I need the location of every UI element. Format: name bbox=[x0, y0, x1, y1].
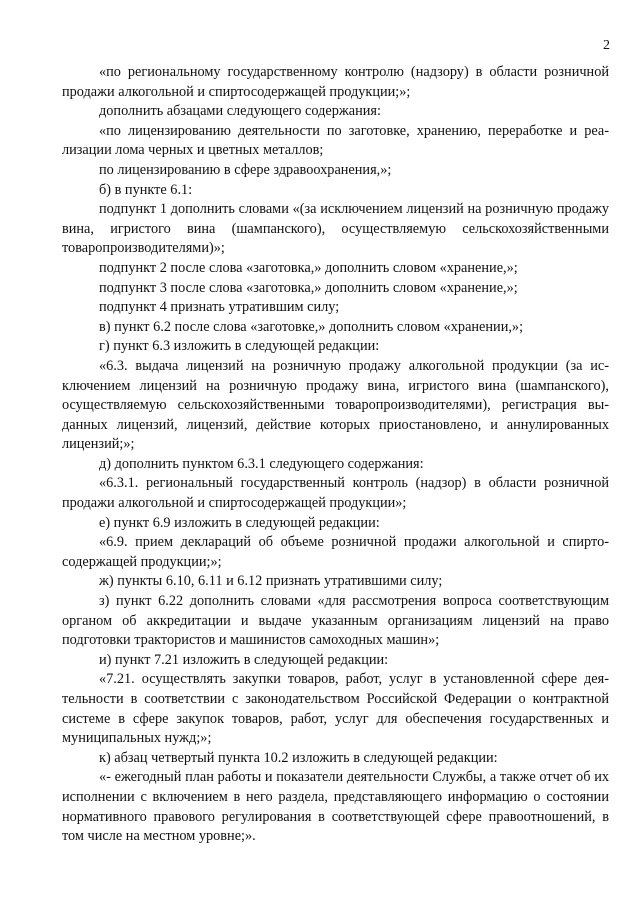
paragraph: подпункт 1 дополнить словами «(за исключением лицензий на розничную продажу вина, игристого вина (шампанского), осуществляемую сельскохозяйственными товаропроизводителями)»; bbox=[62, 201, 609, 257]
paragraph: «6.3.1. региональный государственный контроль (надзор) в области розничной продажи алкогольной и спиртосодержащей продукции»; bbox=[62, 475, 609, 512]
paragraph: по лицензированию в сфере здравоохранения,»; bbox=[99, 161, 392, 178]
paragraph: е) пункт 6.9 изложить в следующей редакции: bbox=[99, 514, 380, 531]
paragraph: б) в пункте 6.1: bbox=[99, 181, 193, 198]
paragraph: подпункт 2 после слова «заготовка,» дополнить словом «хранение,»; bbox=[99, 259, 518, 276]
paragraph: к) абзац четвертый пункта 10.2 изложить в следующей редакции: bbox=[99, 749, 498, 766]
paragraph: «6.3. выдача лицензий на розничную продажу алкогольной продукции (за исключением лицензий на розничную продажу вина, игристого вина (шампанского), осуществляемую сельскохозяйственными товаропроизводителями), регистрация выданных лицензий, лицензий, действие которых приостановлено, и аннулированных лицензий;»; bbox=[62, 357, 609, 453]
paragraph: дополнить абзацами следующего содержания: bbox=[99, 103, 381, 120]
paragraph: ж) пункты 6.10, 6.11 и 6.12 признать утратившими силу; bbox=[99, 573, 443, 590]
paragraph: з) пункт 6.22 дополнить словами «для рассмотрения вопроса соответствующим органом об аккредитации и выдаче указанным организациям лицензий на право подготовки трактористов и машинистов самоходных машин»; bbox=[62, 593, 609, 649]
paragraph: «7.21. осуществлять закупки товаров, работ, услуг в установленной сфере деятельности в соответствии с законодательством Российской Федерации о контрактной системе в сфере закупок товаров, работ, услуг для обеспечения государственных и муниципальных нужд;»; bbox=[62, 671, 609, 747]
paragraph: и) пункт 7.21 изложить в следующей редакции: bbox=[99, 651, 389, 668]
paragraph: «по лицензированию деятельности по заготовке, хранению, переработке и реализации лома черных и цветных металлов; bbox=[62, 122, 609, 159]
paragraph: в) пункт 6.2 после слова «заготовке,» дополнить словом «хранении,»; bbox=[99, 318, 524, 335]
paragraph: «- ежегодный план работы и показатели деятельности Службы, а также отчет об их исполнении с включением в него раздела, представляющего информацию о состоянии нормативного правового регулирования в соответствующей сфере правоотношений, в том числе на местном уровне;». bbox=[62, 769, 609, 845]
paragraph: «6.9. прием деклараций об объеме розничной продажи алкогольной и спиртосодержащей продукции;»; bbox=[62, 534, 609, 570]
document-body bbox=[62, 63, 609, 847]
paragraph: подпункт 4 признать утратившим силу; bbox=[99, 299, 340, 316]
page-number: 2 bbox=[603, 38, 610, 53]
paragraph: д) дополнить пунктом 6.3.1 следующего содержания: bbox=[99, 455, 424, 472]
paragraph: подпункт 3 после слова «заготовка,» дополнить словом «хранение,»; bbox=[99, 279, 518, 296]
paragraph: г) пункт 6.3 изложить в следующей редакции: bbox=[99, 338, 380, 355]
paragraph: «по региональному государственному контролю (надзору) в области розничной продажи алкогольной и спиртосодержащей продукции;»; bbox=[62, 64, 609, 100]
